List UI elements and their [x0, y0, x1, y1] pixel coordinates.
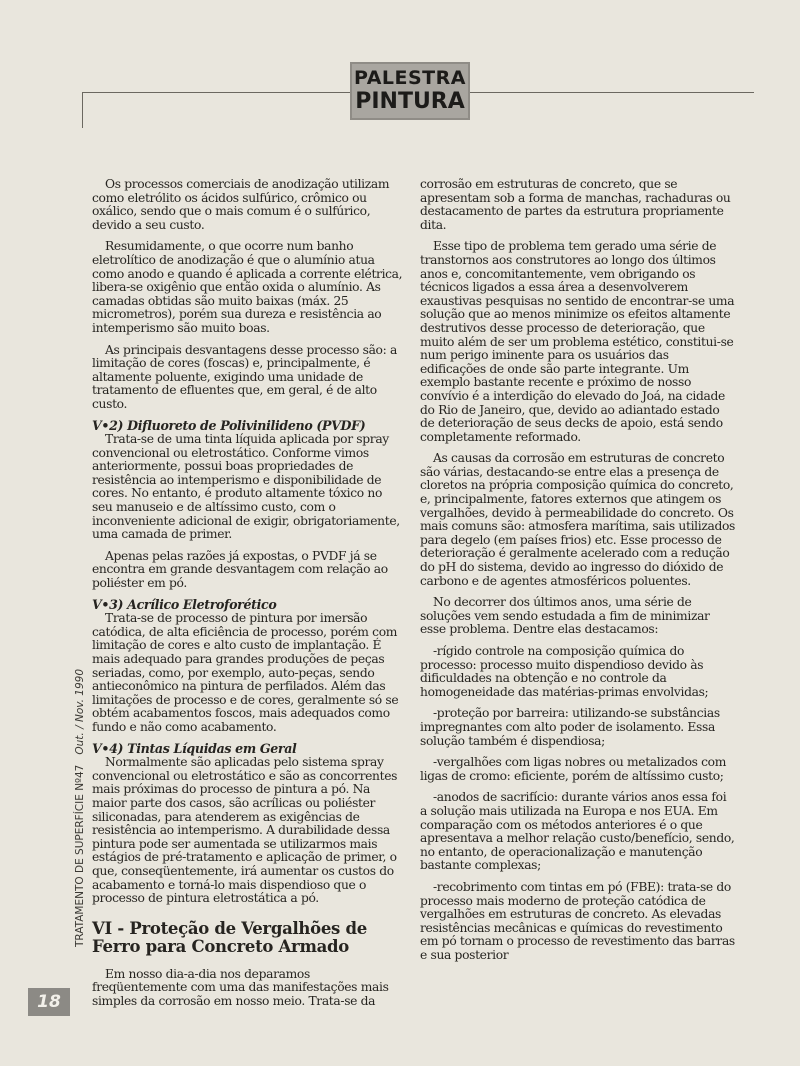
section-title: PINTURA: [355, 89, 465, 114]
paragraph: As principais desvantagens desse processo são: a limitação de cores (foscas) e, principalmente, é altamente poluente, exigindo uma unidade de tratamento de efluentes que, em geral, é de alto custo.: [92, 342, 397, 411]
subheading-tintas-liquidas: V•4) Tintas Líquidas em Geral: [92, 740, 297, 756]
header-rule-left: [82, 92, 83, 128]
magazine-name: TRATAMENTO DE SUPERFÍCIE Nº47: [74, 764, 86, 948]
section-kicker: PALESTRA: [354, 67, 466, 89]
side-running-footer: [70, 658, 90, 958]
paragraph: Apenas pelas razões já expostas, o PVDF já se encontra em grande desvantagem com relação ao poliéster em pó.: [92, 548, 388, 591]
paragraph: No decorrer dos últimos anos, uma série de soluções vem sendo estudada a fim de minimizar esse problema. Dentre elas destacamos:: [420, 595, 710, 637]
issue-date: Out. / Nov. 1990: [74, 668, 86, 755]
list-item: -proteção por barreira: utilizando-se substâncias impregnantes com alto poder de isolamento. Essa solução também é dispendiosa;: [420, 706, 720, 748]
subheading-acrilico: V•3) Acrílico Eletroforético: [92, 596, 277, 612]
paragraph: Trata-se de uma tinta líquida aplicada por spray convencional ou eletrostático. Conforme vimos anteriormente, possui boas propriedades de resistência ao intemperismo e disponibilidade de cores. No entanto, é produto altamente tóxico no seu manuseio e de altíssimo custo, com o inconveniente adicional de exigir, obrigatoriamente, uma camada de primer.: [92, 432, 400, 542]
left-column: [92, 178, 406, 1016]
paragraph: Os processos comerciais de anodização utilizam como eletrólito os ácidos sulfúrico, crômico ou oxálico, sendo que o mais comum é o sulfúrico, devido a seu custo.: [92, 177, 390, 232]
paragraph: Normalmente são aplicadas pelo sistema spray convencional ou eletrostático e são as concorrentes mais próximas do processo de pintura a pó. Na maior parte dos casos, são acrílicas ou poliéster siliconadas, para atenderem as exigências de resistência ao intemperismo. A durabilidade dessa pintura pode ser aumentada se utilizarmos mais estágios de pré-tratamento e aplicação de primer, o que, conseqüentemente, irá aumentar os custos do acabamento e torná-lo mais dispendioso que o processo de pintura eletrostática a pó.: [92, 755, 398, 906]
paragraph: corrosão em estruturas de concreto, que se apresentam sob a forma de manchas, rachaduras ou destacamento de partes da estrutura propriamente dita.: [420, 177, 731, 232]
paragraph: Em nosso dia-a-dia nos deparamos freqüentemente com uma das manifestações mais simples da corrosão em nosso meio. Trata-se da: [92, 966, 389, 1008]
section-heading: VI - Proteção de Vergalhões de Ferro para Concreto Armado: [92, 918, 367, 956]
list-item: -vergalhões com ligas nobres ou metalizados com ligas de cromo: eficiente, porém de altíssimo custo;: [420, 755, 727, 783]
subheading-pvdf: V•2) Difluoreto de Polivinilideno (PVDF): [92, 417, 366, 433]
section-header-box: [350, 62, 470, 120]
paragraph: As causas da corrosão em estruturas de concreto são várias, destacando-se entre elas a presença de cloretos na própria composição química do concreto, e, principalmente, fatores externos que atingem os vergalhões, devido à permeabilidade do concreto. Os mais comuns são: atmosfera marítima, sais utilizados para degelo (em países frios) etc. Esse processo de deterioração é geralmente acelerado com a redução do pH do sistema, devido ao ingresso do dióxido de carbono e de agentes atmosféricos poluentes.: [420, 451, 735, 588]
paragraph: Resumidamente, o que ocorre num banho eletrolítico de anodização é que o alumínio atua como anodo e quando é aplicada a corrente elétrica, libera-se oxigênio que então oxida o alumínio. As camadas obtidas são muito baixas (máx. 25 micrometros), porém sua dureza e resistência ao intemperismo são muito boas.: [92, 239, 403, 335]
paragraph: Esse tipo de problema tem gerado uma série de transtornos aos construtores ao longo dos últimos anos e, concomitantemente, vem obrigando os técnicos ligados a essa área a desenvolverem exaustivas pesquisas no sentido de encontrar-se uma solução que ao menos minimize os efeitos altamente destrutivos desse processo de deterioração, que muito além de ser um problema estético, constitui-se num perigo iminente para os usuários das edificações de onde são parte integrante. Um exemplo bastante recente e próximo de nosso convívio é a interdição do elevado do Joá, na cidade do Rio de Janeiro, que, devido ao adiantado estado de deterioração de seus decks de apoio, está sendo completamente reformado.: [420, 239, 735, 444]
list-item: -anodos de sacrifício: durante vários anos essa foi a solução mais utilizada na Europa e nos EUA. Em comparação com os métodos anteriores é o que apresentava a melhor relação custo/benefício, sendo, no entanto, de operacionalização e manutenção bastante complexas;: [420, 790, 735, 873]
paragraph: Trata-se de processo de pintura por imersão catódica, de alta eficiência de processo, porém com limitação de cores e alto custo de implantação. É mais adequado para grandes produções de peças seriadas, como, por exemplo, auto-peças, sendo antieconômico na pintura de perfilados. Além das limitações de processo e de cores, geralmente só se obtém acabamentos foscos, mais adequados como fundo e não como acabamento.: [92, 611, 399, 734]
list-item: -rígido controle na composição química do processo: processo muito dispendioso devido às dificuldades na obtenção e no controle da homogeneidade das matérias-primas envolvidas;: [420, 644, 709, 699]
list-item: -recobrimento com tintas em pó (FBE): trata-se do processo mais moderno de proteção catódica de vergalhões em estruturas de concreto. As elevadas resistências mecânicas e químicas do revestimento em pó tornam o processo de revestimento das barras e sua posterior: [420, 879, 735, 962]
page-number: 18: [28, 988, 70, 1016]
right-column: [420, 178, 736, 970]
